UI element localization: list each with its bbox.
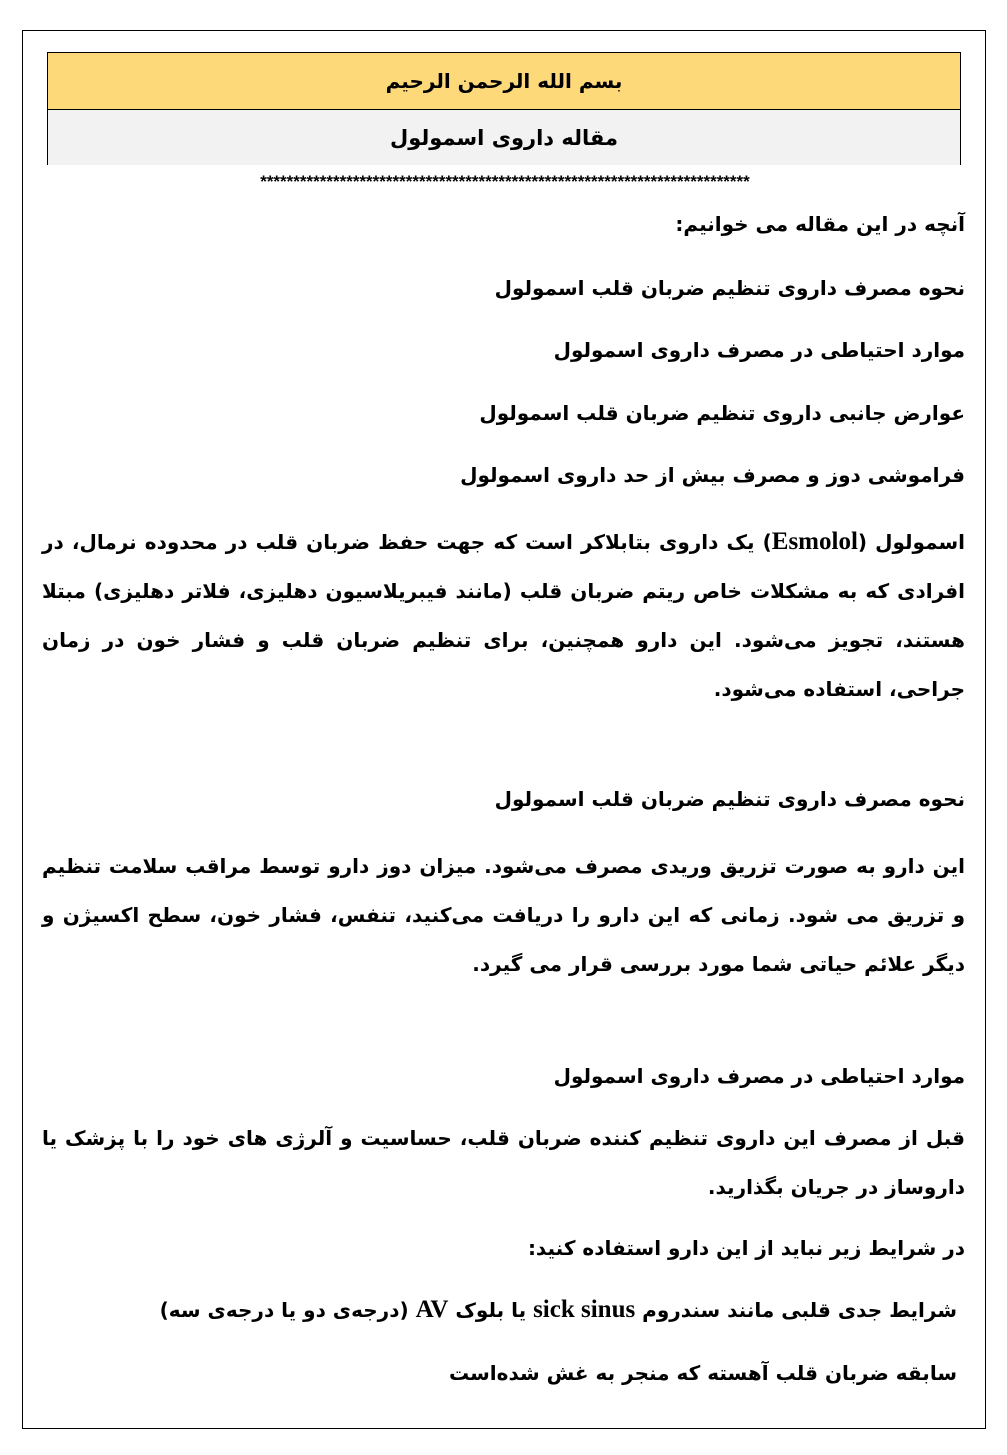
condition-item [42,1296,957,1324]
intro-paragraph [42,517,965,714]
intro-text-rest: ) یک داروی بتابلاکر است که جهت حفظ ضربان قلب در محدوده نرمال، در افرادی که به مشکلات خاص ریتم ضربان قلب (مانند فیبریلاسیون دهلیزی، فلاتر دهلیزی) مبتلا هستند، تجویز می‌شود. این دارو همچنین، برای تنظیم ضربان قلب و فشار خون در زمان جراحی، استفاده می‌شود. [42,530,965,701]
toc-item: فراموشی دوز و مصرف بیش از حد داروی اسمولول [460,463,965,487]
bismillah-row [48,53,960,110]
condition-item: سابقه ضربان قلب آهسته که منجر به غش شده‌است [448,1361,957,1385]
title-row [48,110,960,165]
av-latin: AV [415,1296,449,1323]
toc-item: موارد احتیاطی در مصرف داروی اسمولول [553,338,965,362]
header-table [47,52,961,165]
page-border [22,30,986,1429]
precautions-paragraph: قبل از مصرف این داروی تنظیم کننده ضربان قلب، حساسیت و آلرژی های خود را با پزشک یا داروساز در جریان بگذارید. [42,1126,965,1199]
usage-paragraph: این دارو به صورت تزریق وریدی مصرف می‌شود. میزان دوز دارو توسط مراقب سلامت تنظیم و تزریق می شود. زمانی که این دارو را دریافت می‌کنید، تنفس، فشار خون، سطح اکسیژن و دیگر علائم حیاتی شما مورد بررسی قرار می گیرد. [42,854,965,976]
esmolol-latin: Esmolol [771,528,858,555]
condition1-part1: شرایط جدی قلبی مانند سندروم [635,1298,957,1322]
sick-sinus-latin: sick sinus [533,1296,636,1323]
document-title: مقاله داروی اسمولول [390,125,618,150]
condition1-part2: یا بلوک [448,1298,534,1322]
condition1-part3: (درجه‌ی دو یا درجه‌ی سه) [159,1298,416,1322]
toc-item: نحوه مصرف داروی تنظیم ضربان قلب اسمولول [494,276,965,300]
precautions-heading: موارد احتیاطی در مصرف داروی اسمولول [553,1064,965,1088]
conditions-heading: در شرایط زیر نباید از این دارو استفاده کنید: [527,1236,965,1260]
toc-heading: آنچه در این مقاله می خوانیم: [675,212,965,236]
usage-heading: نحوه مصرف داروی تنظیم ضربان قلب اسمولول [494,787,965,811]
intro-text-start: اسمولول ( [857,530,966,554]
bismillah-text: بسم الله الرحمن الرحیم [385,69,623,93]
asterisk-separator: ************************************************************************** [260,172,750,191]
toc-item: عوارض جانبی داروی تنظیم ضربان قلب اسمولول [479,401,965,425]
